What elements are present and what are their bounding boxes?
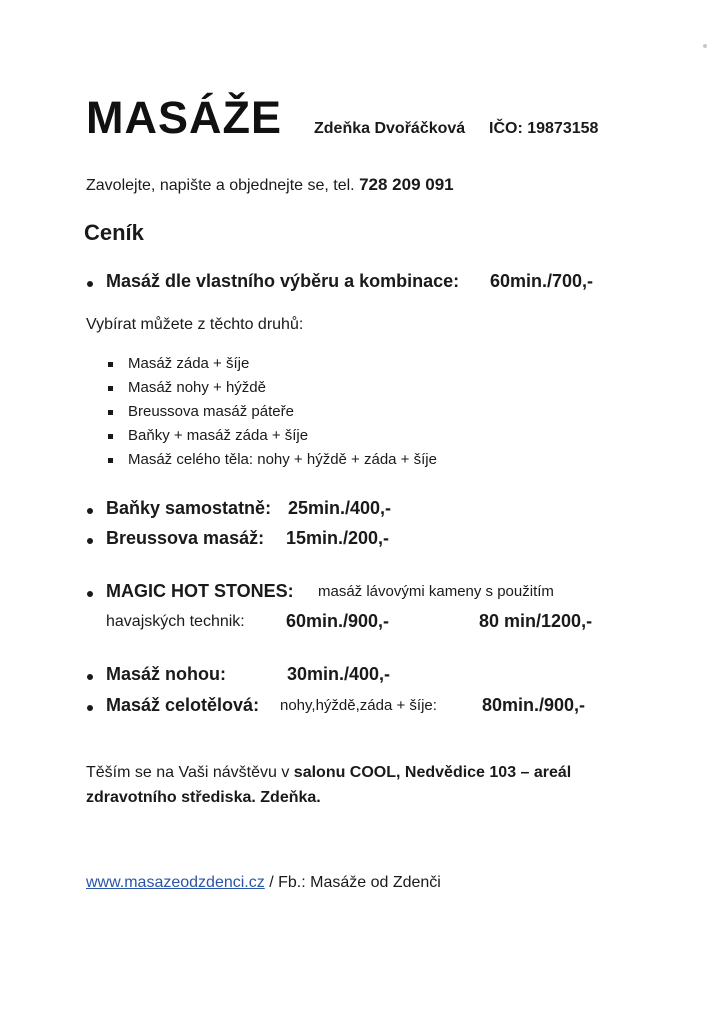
choice-item: Masáž záda + šíje — [128, 355, 250, 372]
footer — [86, 874, 441, 892]
choice-item: Masáž nohy + hýždě — [128, 379, 266, 396]
choice-item: Breussova masáž páteře — [128, 403, 294, 420]
closing-line-2: zdravotního střediska. Zdeňka. — [86, 789, 321, 806]
square-bullet-icon — [108, 362, 113, 367]
square-bullet-icon — [108, 386, 113, 391]
bullet-icon — [87, 538, 93, 544]
closing-line-1 — [86, 764, 571, 782]
stones-desc: masáž lávovými kameny s použitím — [318, 583, 554, 600]
celotelova-label: Masáž celotělová: — [106, 695, 260, 715]
celotelova-desc: nohy,hýždě,záda + šíje: — [280, 697, 437, 714]
nohou-label: Masáž nohou: — [106, 664, 226, 684]
square-bullet-icon — [108, 434, 113, 439]
bullet-icon — [87, 674, 93, 680]
celotelova-price: 80min./900,- — [482, 695, 586, 715]
closing-regular: Těším se na Vaši návštěvu v — [86, 764, 290, 781]
scan-speck — [703, 44, 707, 48]
choose-intro: Vybírat můžete z těchto druhů: — [86, 316, 304, 333]
stones-label: MAGIC HOT STONES: — [106, 581, 294, 601]
square-bullet-icon — [108, 458, 113, 463]
stones-price-60: 60min./900,- — [286, 611, 390, 631]
closing-bold: salonu COOL, Nedvědice 103 – areál — [293, 764, 572, 781]
stones-desc-2: havajských technik: — [106, 613, 245, 630]
bullet-icon — [87, 591, 93, 597]
business-id: IČO: 19873158 — [489, 120, 599, 137]
banky-price: 25min./400,- — [288, 498, 392, 518]
bullet-icon — [87, 281, 93, 287]
bullet-icon — [87, 508, 93, 514]
breuss-label: Breussova masáž: — [106, 528, 265, 548]
choice-item: Masáž celého těla: nohy + hýždě + záda + šíje — [128, 451, 437, 468]
phone-number: 728 209 091 — [359, 175, 454, 194]
website-link[interactable]: www.masazeodzdenci.cz — [86, 874, 265, 891]
square-bullet-icon — [108, 410, 113, 415]
footer-separator: / — [269, 874, 274, 891]
offer-main-label: Masáž dle vlastního výběru a kombinace: — [106, 271, 460, 291]
contact-text: Zavolejte, napište a objednejte se, tel. — [86, 177, 355, 194]
owner-name: Zdeňka Dvořáčková — [314, 120, 466, 137]
choice-item: Baňky + masáž záda + šíje — [128, 427, 309, 444]
facebook-label: Fb.: Masáže od Zdenči — [278, 874, 441, 891]
page-title: MASÁŽE — [86, 92, 282, 143]
bullet-icon — [87, 705, 93, 711]
cenik-heading: Ceník — [84, 220, 144, 245]
contact-line — [86, 175, 454, 195]
nohou-price: 30min./400,- — [287, 664, 391, 684]
breuss-price: 15min./200,- — [286, 528, 390, 548]
banky-label: Baňky samostatně: — [106, 498, 272, 518]
offer-main-price: 60min./700,- — [490, 271, 594, 291]
stones-price-80: 80 min/1200,- — [479, 611, 593, 631]
